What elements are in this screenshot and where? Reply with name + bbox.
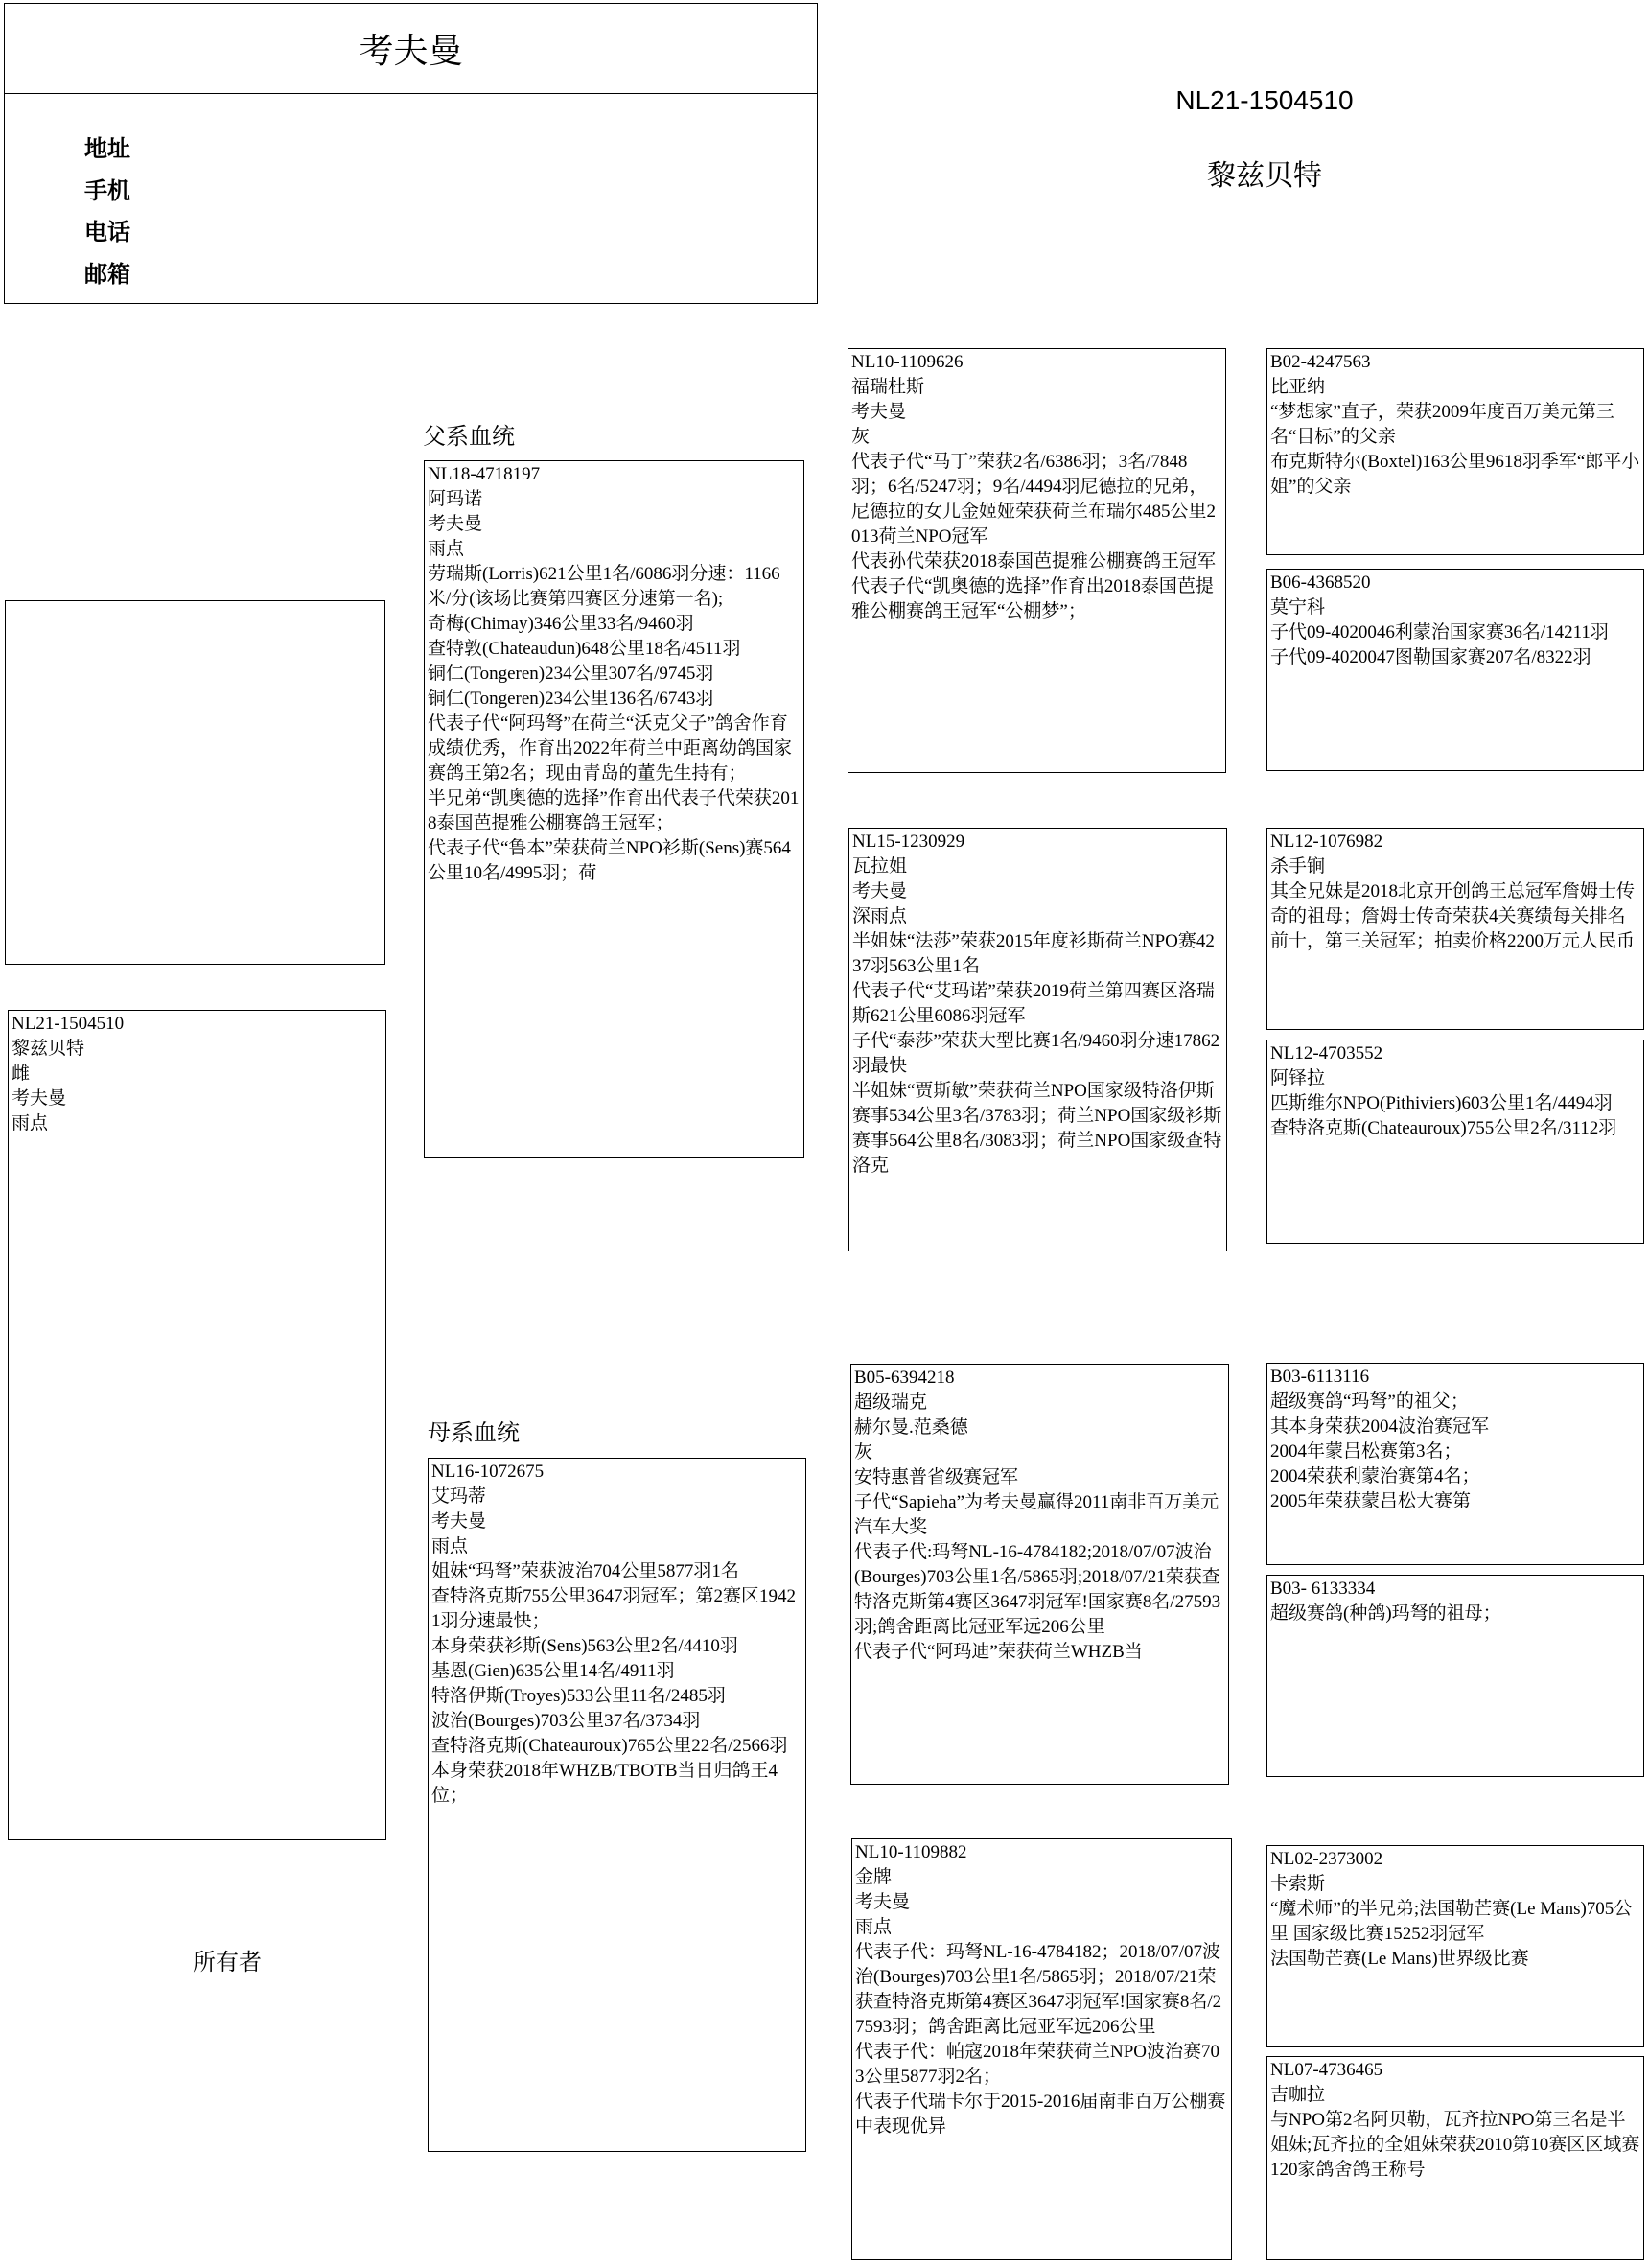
ring-number: NL16-1072675	[431, 1461, 545, 1482]
achievement-note: 代表子代：帕寇2018年荣获荷兰NPO波治赛703公里5877羽2名；	[855, 2042, 1220, 2087]
great-grandparent-box	[1266, 1575, 1644, 1777]
ring-number: NL07-4736465	[1270, 2060, 1383, 2080]
achievement-note: 代表子代：玛弩NL-16-4784182；2018/07/07波治(Bourges)703公里1名/5865羽；2018/07/21荣获查特洛克斯第4赛区3647羽冠军!国家赛8名/27593羽；鸽舍距离比冠亚军远206公里	[855, 1942, 1222, 2037]
breeder-title: 考夫曼	[5, 4, 817, 94]
sex: 雌	[12, 1064, 31, 1084]
pigeon-name: 黎兹贝特	[12, 1039, 85, 1059]
achievement-note: 2005年荣获蒙吕松大赛第	[1270, 1491, 1472, 1511]
achievement-note: 半姐妹“法莎”荣获2015年度衫斯荷兰NPO赛4237羽563公里1名	[852, 931, 1215, 976]
achievement-note: 超级赛鸽(种鸽)玛弩的祖母；	[1270, 1603, 1501, 1624]
color: 深雨点	[852, 906, 908, 926]
color: 雨点	[431, 1536, 469, 1556]
strain: 考夫曼	[855, 1892, 911, 1912]
achievement-note: 与NPO第2名阿贝勒，瓦齐拉NPO第三名是半姐妹;瓦齐拉的全姐妹荣获2010第10赛区区域赛120家鸽舍鸽王称号	[1270, 2110, 1640, 2180]
address-label: 地址	[84, 135, 130, 162]
strain: 考夫曼	[428, 514, 483, 534]
achievement-note: 代表子代“凯奥德的选择”作育出2018泰国芭提雅公棚赛鸽王冠军“公棚梦”；	[851, 576, 1214, 621]
achievement-note: 安特惠普省级赛冠军	[854, 1467, 1019, 1487]
paternal-granddam-box	[848, 828, 1227, 1251]
pigeon-name: 阿玛诺	[428, 489, 483, 509]
achievement-note: 布克斯特尔(Boxtel)163公里9618羽季军“郎平小姐”的父亲	[1270, 452, 1640, 497]
achievement-note: 特洛伊斯(Troyes)533公里11名/2485羽	[431, 1686, 726, 1706]
pigeon-name: 卡索斯	[1270, 1874, 1326, 1894]
achievement-note: 2004荣获利蒙治赛第4名；	[1270, 1466, 1480, 1486]
achievement-note: 代表子代瑞卡尔于2015-2016届南非百万公棚赛中表现优异	[855, 2092, 1226, 2137]
achievement-note: 超级赛鸽“玛弩”的祖父；	[1270, 1391, 1469, 1412]
achievement-note: 本身荣获2018年WHZB/TBOTB当日归鸽王4位；	[431, 1761, 778, 1806]
maternal-granddam-box	[851, 1838, 1232, 2260]
color: 雨点	[428, 539, 465, 559]
strain: 考夫曼	[431, 1511, 487, 1531]
pigeon-name: 瓦拉姐	[852, 856, 908, 877]
achievement-note: 子代09-4020047图勒国家赛207名/8322羽	[1270, 647, 1591, 667]
ring-number: B03- 6133334	[1270, 1578, 1376, 1599]
great-grandparent-box	[1266, 2056, 1644, 2260]
ring-number: B06-4368520	[1270, 573, 1371, 593]
achievement-note: 查特洛克斯755公里3647羽冠军；第2赛区19421羽分速最快；	[431, 1586, 797, 1631]
mobile-label: 手机	[84, 177, 130, 204]
strain: 考夫曼	[851, 402, 907, 422]
ring-number: NL10-1109882	[855, 1842, 967, 1862]
achievement-note: 查特洛克斯(Chateauroux)765公里22名/2566羽	[431, 1736, 788, 1756]
pigeon-name: 杀手锏	[1270, 856, 1326, 877]
ring-number: B03-6113116	[1270, 1367, 1370, 1387]
achievement-note: 查特敦(Chateaudun)648公里18名/4511羽	[428, 639, 741, 659]
pigeon-name: 金牌	[855, 1867, 893, 1887]
strain: 赫尔曼.范桑德	[854, 1417, 968, 1438]
color: 灰	[854, 1442, 873, 1462]
achievement-note: 基恩(Gien)635公里14名/4911羽	[431, 1661, 675, 1681]
achievement-note: 其本身荣获2004波治赛冠军	[1270, 1416, 1490, 1437]
pigeon-name: 莫宁科	[1270, 597, 1326, 618]
great-grandparent-box	[1266, 1845, 1644, 2047]
ring-number: NL12-4703552	[1270, 1043, 1383, 1064]
achievement-note: 奇梅(Chimay)346公里33名/9460羽	[428, 614, 694, 634]
achievement-note: 其全兄妹是2018北京开创鸽王总冠军詹姆士传奇的祖母；詹姆士传奇荣获4关赛绩每关排名前十，第三关冠军；拍卖价格2200万元人民币	[1270, 881, 1636, 951]
great-grandparent-box	[1266, 1040, 1644, 1244]
achievement-note: 半兄弟“凯奥德的选择”作育出代表子代荣获2018泰国芭提雅公棚赛鸽王冠军；	[428, 788, 800, 833]
ring-number: NL21-1504510	[12, 1014, 125, 1034]
achievement-note: “梦想家”直子，荣获2009年度百万美元第三名“目标”的父亲	[1270, 402, 1614, 447]
dam-line-label: 母系血统	[428, 1419, 520, 1446]
strain: 考夫曼	[852, 881, 908, 901]
maternal-grandsire-box	[850, 1364, 1229, 1785]
pigeon-name: 艾玛蒂	[431, 1486, 487, 1507]
pigeon-name: 吉咖拉	[1270, 2085, 1326, 2105]
achievement-note: 法国勒芒赛(Le Mans)世界级比赛	[1270, 1949, 1529, 1969]
sire-box	[424, 460, 804, 1158]
email-label: 邮箱	[84, 261, 130, 288]
sire-line-label: 父系血统	[423, 423, 515, 450]
color: 雨点	[12, 1113, 49, 1134]
great-grandparent-box	[1266, 348, 1644, 555]
pigeon-name: 比亚纳	[1270, 377, 1326, 397]
photo-frame	[5, 600, 385, 965]
ring-number: NL02-2373002	[1270, 1849, 1383, 1869]
ring-number: B05-6394218	[854, 1368, 955, 1388]
achievement-note: 铜仁(Tongeren)234公里136名/6743羽	[428, 689, 714, 709]
pigeon-name: 福瑞杜斯	[851, 377, 925, 397]
achievement-note: 劳瑞斯(Lorris)621公里1名/6086羽分速：1166米/分(该场比赛第四赛区分速第一名);	[428, 564, 780, 609]
color: 灰	[851, 427, 871, 447]
pigeon-name: 阿铎拉	[1270, 1068, 1326, 1088]
achievement-note: 姐妹“玛弩”荣获波治704公里5877羽1名	[431, 1561, 739, 1581]
achievement-note: 代表子代“艾玛诺”荣获2019荷兰第四赛区洛瑞斯621公里6086羽冠军	[852, 981, 1215, 1026]
achievement-note: 代表子代“阿玛迪”荣获荷兰WHZB当	[854, 1642, 1143, 1662]
pigeon-name: 超级瑞克	[854, 1392, 928, 1413]
ring-number: NL12-1076982	[1270, 831, 1383, 852]
achievement-note: 2004年蒙吕松赛第3名；	[1270, 1441, 1462, 1461]
ring-number: NL18-4718197	[428, 464, 541, 484]
achievement-note: 查特洛克斯(Chateauroux)755公里2名/3112羽	[1270, 1118, 1617, 1138]
ring-number: NL15-1230929	[852, 831, 965, 852]
achievement-note: 代表子代“马丁”荣获2名/6386羽；3名/7848羽；6名/5247羽；9名/4494羽尼德拉的兄弟，尼德拉的女儿金姬娅荣获荷兰布瑞尔485公里2013荷兰NPO冠军	[851, 452, 1217, 547]
subject-box	[8, 1010, 386, 1840]
achievement-note: “魔术师”的半兄弟;法国勒芒赛(Le Mans)705公里 国家级比赛15252羽冠军	[1270, 1899, 1633, 1944]
great-grandparent-box	[1266, 1363, 1644, 1565]
color: 雨点	[855, 1917, 893, 1937]
achievement-note: 铜仁(Tongeren)234公里307名/9745羽	[428, 664, 714, 684]
dam-box	[428, 1458, 806, 2152]
subject-name-heading: 黎兹贝特	[1207, 159, 1322, 193]
achievement-note: 代表子代“阿玛弩”在荷兰“沃克父子”鸽舍作育成绩优秀，作育出2022年荷兰中距离幼鸽国家赛鸽王第2名；现由青岛的董先生持有；	[428, 713, 793, 783]
achievement-note: 代表子代:玛弩NL-16-4784182;2018/07/07波治(Bourges)703公里1名/5865羽;2018/07/21荣获查特洛克斯第4赛区3647羽冠军!国家赛8名/27593羽;鸽舍距离比冠亚军远206公里	[854, 1542, 1221, 1637]
owner-label: 所有者	[193, 1949, 262, 1976]
achievement-note: 半姐妹“贾斯敏”荣获荷兰NPO国家级特洛伊斯赛事534公里3名/3783羽；荷兰NPO国家级衫斯赛事564公里8名/3083羽；荷兰NPO国家级查特洛克	[852, 1081, 1222, 1176]
subject-ring-heading: NL21-1504510	[1175, 85, 1354, 115]
great-grandparent-box	[1266, 569, 1644, 771]
achievement-note: 子代“泰莎”荣获大型比赛1名/9460羽分速17862羽最快	[852, 1031, 1220, 1076]
ring-number: B02-4247563	[1270, 352, 1371, 372]
achievement-note: 代表子代“鲁本”荣获荷兰NPO衫斯(Sens)赛564公里10名/4995羽；荷	[428, 838, 791, 883]
great-grandparent-box	[1266, 828, 1644, 1030]
phone-label: 电话	[84, 219, 130, 246]
achievement-note: 波治(Bourges)703公里37名/3734羽	[431, 1711, 701, 1731]
paternal-grandsire-box	[848, 348, 1226, 773]
achievement-note: 代表孙代荣获2018泰国芭提雅公棚赛鸽王冠军	[851, 551, 1217, 572]
breeder-header-box	[4, 3, 818, 304]
achievement-note: 子代“Sapieha”为考夫曼赢得2011南非百万美元汽车大奖	[854, 1492, 1219, 1537]
achievement-note: 匹斯维尔NPO(Pithiviers)603公里1名/4494羽	[1270, 1093, 1613, 1113]
strain: 考夫曼	[12, 1088, 67, 1109]
achievement-note: 本身荣获衫斯(Sens)563公里2名/4410羽	[431, 1636, 738, 1656]
achievement-note: 子代09-4020046利蒙治国家赛36名/14211羽	[1270, 622, 1609, 643]
ring-number: NL10-1109626	[851, 352, 964, 372]
